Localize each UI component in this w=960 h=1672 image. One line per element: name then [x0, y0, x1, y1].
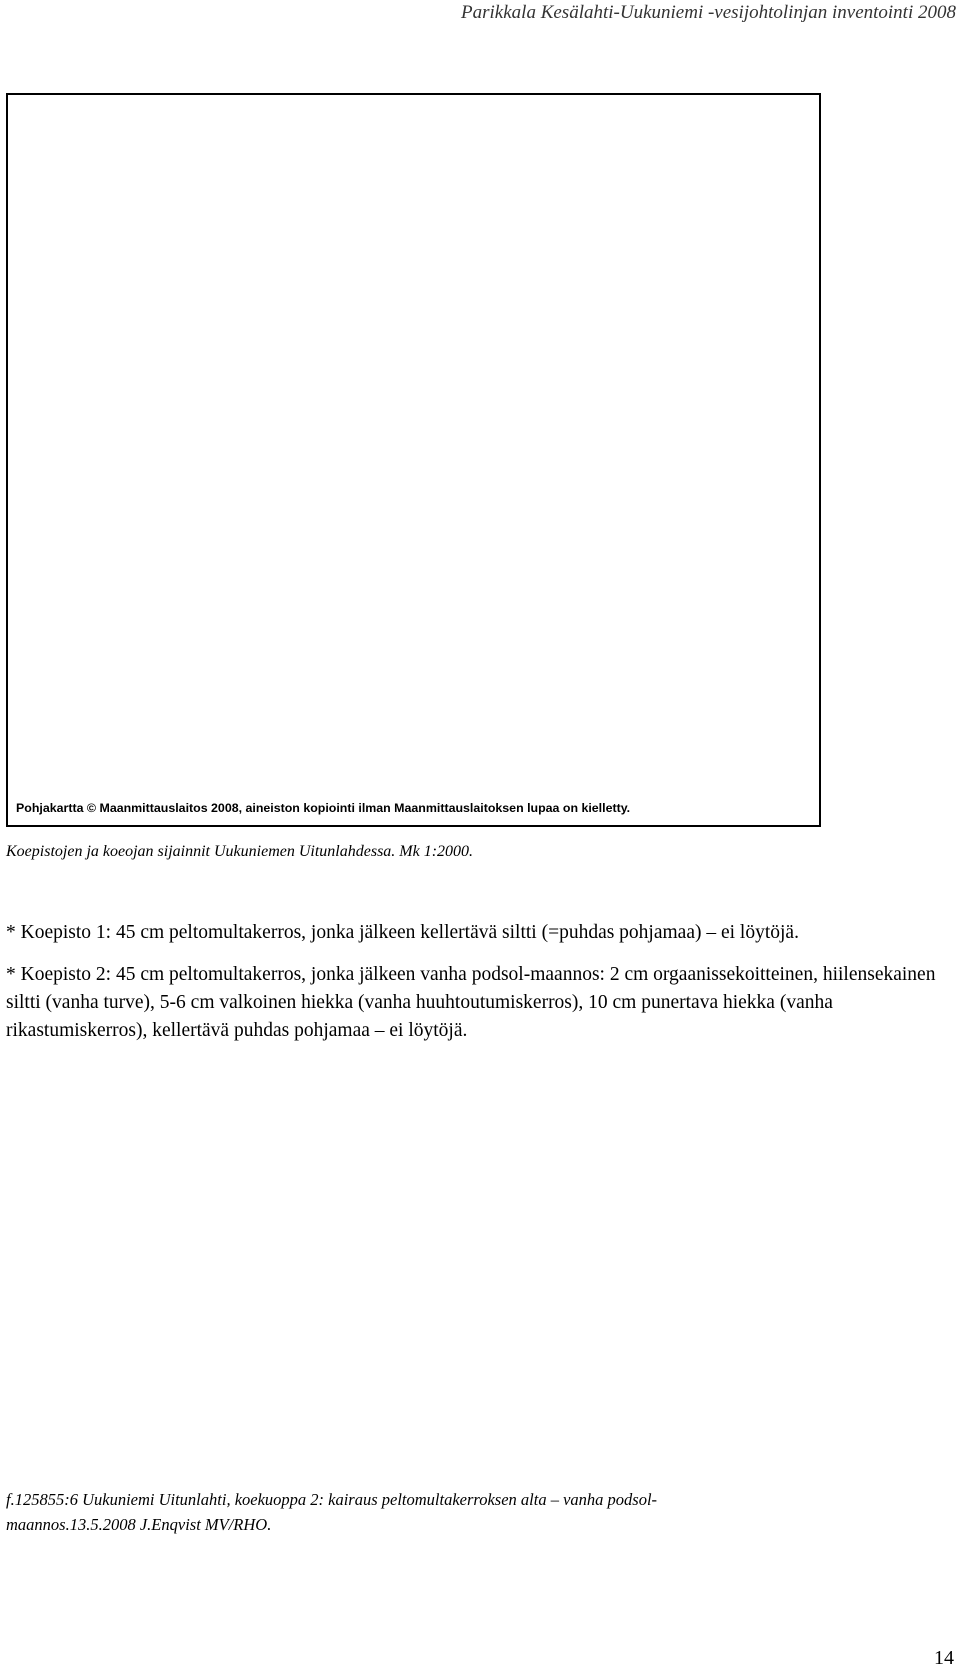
note-koepisto-2: * Koepisto 2: 45 cm peltomultakerros, jonka jälkeen vanha podsol-maannos: 2 cm orgaanissekoitteinen, hiilensekainen siltti (vanha turve), 5-6 cm valkoinen hiekka (vanha huuhtoutumiskerros), 10 cm punertava hiekka (vanha rikastumiskerros), kellertävä puhdas pohjamaa – ei löytöjä. — [6, 964, 936, 1041]
running-header: Parikkala Kesälahti-Uukuniemi -vesijohtolinjan inventointi 2008 — [461, 2, 956, 23]
page-number: 14 — [934, 1647, 954, 1669]
map-credit: Pohjakartta © Maanmittauslaitos 2008, aineiston kopiointi ilman Maanmittauslaitoksen lupaa on kielletty. — [16, 801, 631, 815]
map-figure — [6, 93, 821, 827]
note-koepisto-1: * Koepisto 1: 45 cm peltomultakerros, jonka jälkeen kellertävä siltti (=puhdas pohjamaa) – ei löytöjä. — [6, 922, 799, 943]
photo-caption: f.125855:6 Uukuniemi Uitunlahti, koekuoppa 2: kairaus peltomultakerroksen alta – vanha podsol-maannos.13.5.2008 J.Enqvist MV/RHO. — [6, 1490, 658, 1534]
map-caption: Koepistojen ja koeojan sijainnit Uukuniemen Uitunlahdessa. Mk 1:2000. — [6, 843, 474, 860]
